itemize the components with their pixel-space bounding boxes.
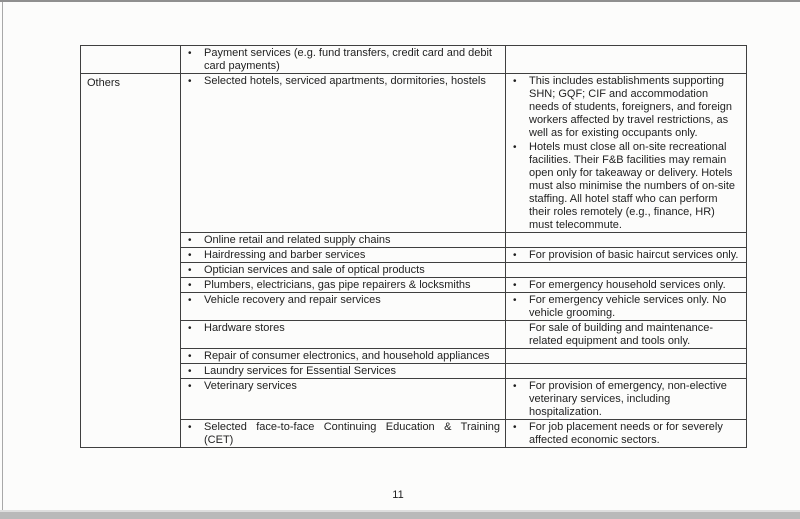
list-item [506, 293, 746, 320]
bullet-icon: • [513, 142, 517, 153]
service-text: Hairdressing and barber services [204, 249, 366, 261]
remark-text: For provision of emergency, non-elective veterinary services, including hospitalization. [529, 380, 727, 418]
list-item [506, 74, 746, 140]
service-cell [181, 248, 506, 262]
list-item [506, 321, 746, 348]
remarks-cell [506, 379, 746, 419]
bullet-icon: • [513, 76, 517, 87]
bullet-icon: • [188, 381, 192, 392]
remark-text: For provision of basic haircut services only. [529, 249, 739, 261]
list-item [506, 140, 746, 232]
service-text: Online retail and related supply chains [204, 234, 391, 246]
list-item [181, 248, 505, 262]
service-cell [181, 349, 506, 363]
list-item [506, 278, 746, 292]
service-cell [181, 233, 506, 247]
remark-text: Hotels must close all on-site recreational facilities. Their F&B facilities may remain open only for takeaway or delivery. Hotels must also minimise the numbers of on-site staffing. All hotel staff who can perform their roles remotely (e.g., finance, HR) must telecommute. [529, 141, 736, 231]
remark-text: This includes establishments supporting SHN; GQF; CIF and accommodation needs of students, foreigners, and foreign workers affected by travel restrictions, as well as for existing occupants only. [529, 75, 733, 139]
service-cell [181, 263, 506, 277]
remarks-cell [506, 420, 746, 447]
bullet-spacer [513, 322, 529, 348]
list-item [181, 263, 505, 277]
bullet-icon: • [188, 323, 192, 334]
service-text: Laundry services for Essential Services [204, 365, 396, 377]
table-row [181, 321, 746, 349]
list-item [506, 420, 746, 447]
service-cell [181, 46, 506, 73]
list-item [181, 74, 505, 88]
table-row [181, 364, 746, 379]
table-row [181, 293, 746, 321]
table-row [181, 263, 746, 278]
list-item [181, 364, 505, 378]
category-cell-empty [81, 46, 181, 73]
table-row [181, 248, 746, 263]
bullet-icon: • [188, 295, 192, 306]
remarks-cell [506, 321, 746, 348]
service-text: Payment services (e.g. fund transfers, credit card and debit card payments) [204, 47, 492, 72]
table-row-payment [81, 46, 746, 74]
bullet-icon: • [188, 235, 192, 246]
list-item [181, 278, 505, 292]
others-subrows [181, 74, 746, 447]
list-item [181, 379, 505, 393]
service-text: Selected hotels, serviced apartments, dormitories, hostels [204, 75, 486, 87]
remark-text: For sale of building and maintenance-related equipment and tools only. [529, 322, 714, 347]
bullet-icon: • [513, 422, 517, 433]
remarks-cell [506, 263, 746, 277]
table-row [181, 74, 746, 233]
list-item [181, 349, 505, 363]
bullet-icon: • [188, 351, 192, 362]
essential-services-table [80, 45, 747, 448]
page-number: 11 [392, 489, 404, 501]
bullet-icon: • [188, 366, 192, 377]
service-cell [181, 379, 506, 419]
bullet-icon: • [513, 280, 517, 291]
table-row-others [81, 74, 746, 447]
table-row [181, 233, 746, 248]
table-row [181, 349, 746, 364]
service-cell [181, 293, 506, 320]
bullet-icon: • [188, 280, 192, 291]
table-row [181, 420, 746, 447]
remarks-cell [506, 74, 746, 232]
list-item [181, 321, 505, 335]
list-item [181, 293, 505, 307]
bullet-icon: • [188, 76, 192, 87]
list-item [181, 420, 505, 447]
list-item [181, 46, 505, 73]
remark-text: For emergency vehicle services only. No vehicle grooming. [529, 294, 727, 319]
bullet-icon: • [188, 48, 192, 59]
bullet-icon: • [188, 265, 192, 276]
service-text: Vehicle recovery and repair services [204, 294, 381, 306]
bullet-icon: • [513, 295, 517, 306]
service-text: Veterinary services [204, 380, 297, 392]
bullet-icon: • [188, 250, 192, 261]
bullet-icon: • [513, 250, 517, 261]
table-row [181, 278, 746, 293]
list-item [181, 233, 505, 247]
page-edge-bottom [0, 510, 800, 519]
service-text: Selected face-to-face Continuing Education & Training (CET) [204, 421, 500, 446]
service-cell [181, 420, 506, 447]
service-cell [181, 74, 506, 232]
remarks-cell [506, 293, 746, 320]
service-cell [181, 364, 506, 378]
remarks-cell [506, 349, 746, 363]
service-text: Hardware stores [204, 322, 285, 334]
service-cell [181, 278, 506, 292]
list-item [506, 248, 746, 262]
service-text: Repair of consumer electronics, and household appliances [204, 350, 490, 362]
remark-text: For emergency household services only. [529, 279, 726, 291]
remarks-cell-empty [506, 46, 746, 73]
list-item [506, 379, 746, 419]
bullet-icon: • [188, 422, 192, 433]
remarks-cell [506, 278, 746, 292]
service-text: Plumbers, electricians, gas pipe repairers & locksmiths [204, 279, 471, 291]
service-cell [181, 321, 506, 348]
page-edge-left [2, 2, 3, 510]
remark-text: For job placement needs or for severely affected economic sectors. [529, 421, 723, 446]
remarks-cell [506, 364, 746, 378]
bullet-icon: • [513, 381, 517, 392]
page-edge-top [0, 0, 800, 2]
remarks-cell [506, 248, 746, 262]
category-cell [81, 74, 181, 447]
table-row [181, 379, 746, 420]
remarks-cell [506, 233, 746, 247]
service-text: Optician services and sale of optical products [204, 264, 425, 276]
category-label: Others [87, 77, 121, 89]
